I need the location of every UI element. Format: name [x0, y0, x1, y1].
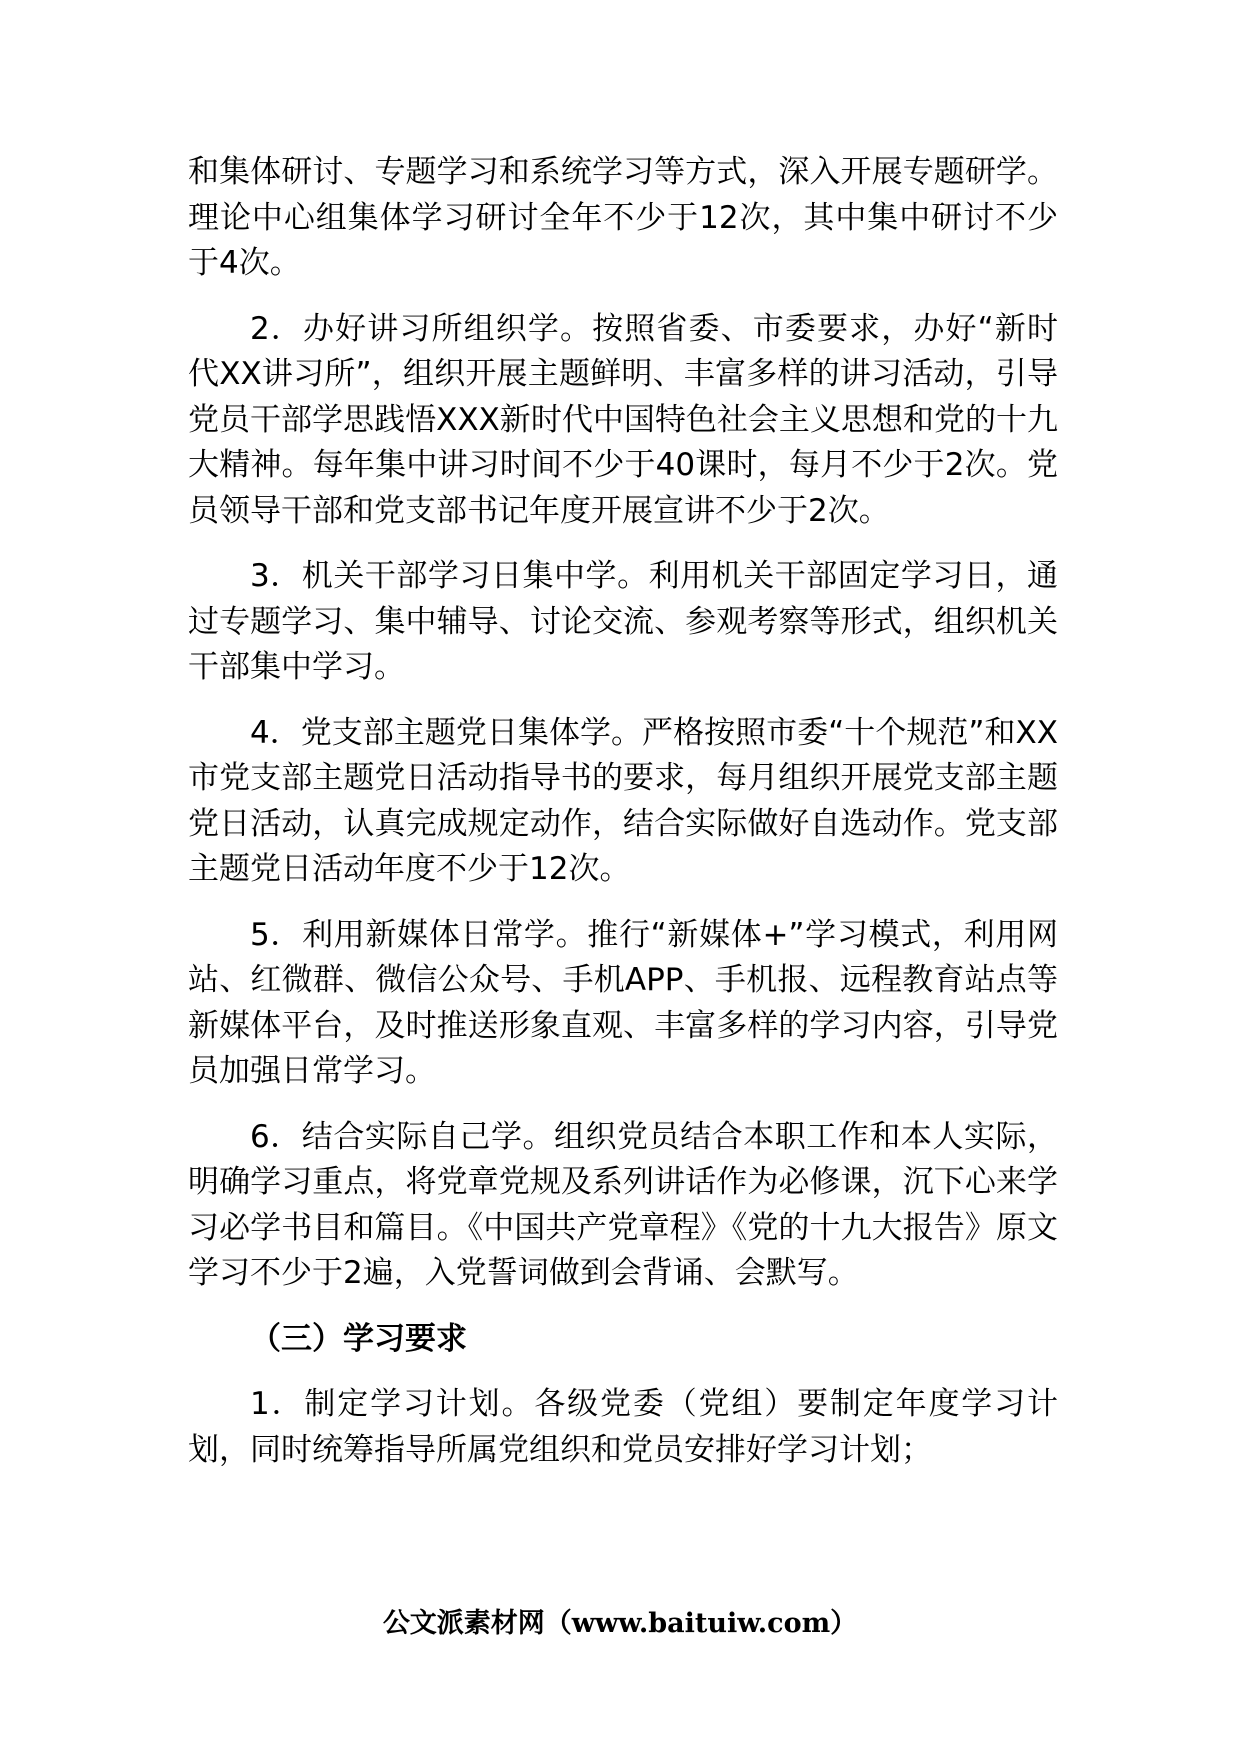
paragraph-item-5: 5．利用新媒体日常学。推行“新媒体+”学习模式，利用网站、红微群、微信公众号、手机APP、手机报、远程教育站点等新媒体平台，及时推送形象直观、丰富多样的学习内容，引导党员加强日常学习。: [188, 916, 1058, 1089]
section-heading: （三）学习要求: [250, 1320, 467, 1357]
paragraph-continuation: 和集体研讨、专题学习和系统学习等方式，深入开展专题研学。理论中心组集体学习研讨全年不少于12次，其中集中研讨不少于4次。: [188, 154, 1058, 281]
paragraph-item-6: 6．结合实际自己学。组织党员结合本职工作和本人实际，明确学习重点，将党章党规及系列讲话作为必修课，沉下心来学习必学书目和篇目。《中国共产党章程》《党的十九大报告》原文学习不少于2遍，入党誓词做到会背诵、会默写。: [188, 1118, 1058, 1291]
footer-watermark: 公文派素材网（www.baituiw.com）: [382, 1608, 858, 1639]
paragraph-requirement-1: 1．制定学习计划。各级党委（党组）要制定年度学习计划，同时统筹指导所属党组织和党员安排好学习计划；: [188, 1386, 1058, 1468]
paragraph-item-4: 4．党支部主题党日集体学。严格按照市委“十个规范”和XX市党支部主题党日活动指导书的要求，每月组织开展党支部主题党日活动，认真完成规定动作，结合实际做好自选动作。党支部主题党日活动年度不少于12次。: [188, 714, 1058, 887]
paragraph-item-2: 2．办好讲习所组织学。按照省委、市委要求，办好“新时代XX讲习所”，组织开展主题鲜明、丰富多样的讲习活动，引导党员干部学思践悟XXX新时代中国特色社会主义思想和党的十九大精神。每年集中讲习时间不少于40课时，每月不少于2次。党员领导干部和党支部书记年度开展宣讲不少于2次。: [188, 310, 1058, 529]
paragraph-item-3: 3．机关干部学习日集中学。利用机关干部固定学习日，通过专题学习、集中辅导、讨论交流、参观考察等形式，组织机关干部集中学习。: [188, 558, 1058, 685]
document-page: [188, 150, 1058, 1493]
